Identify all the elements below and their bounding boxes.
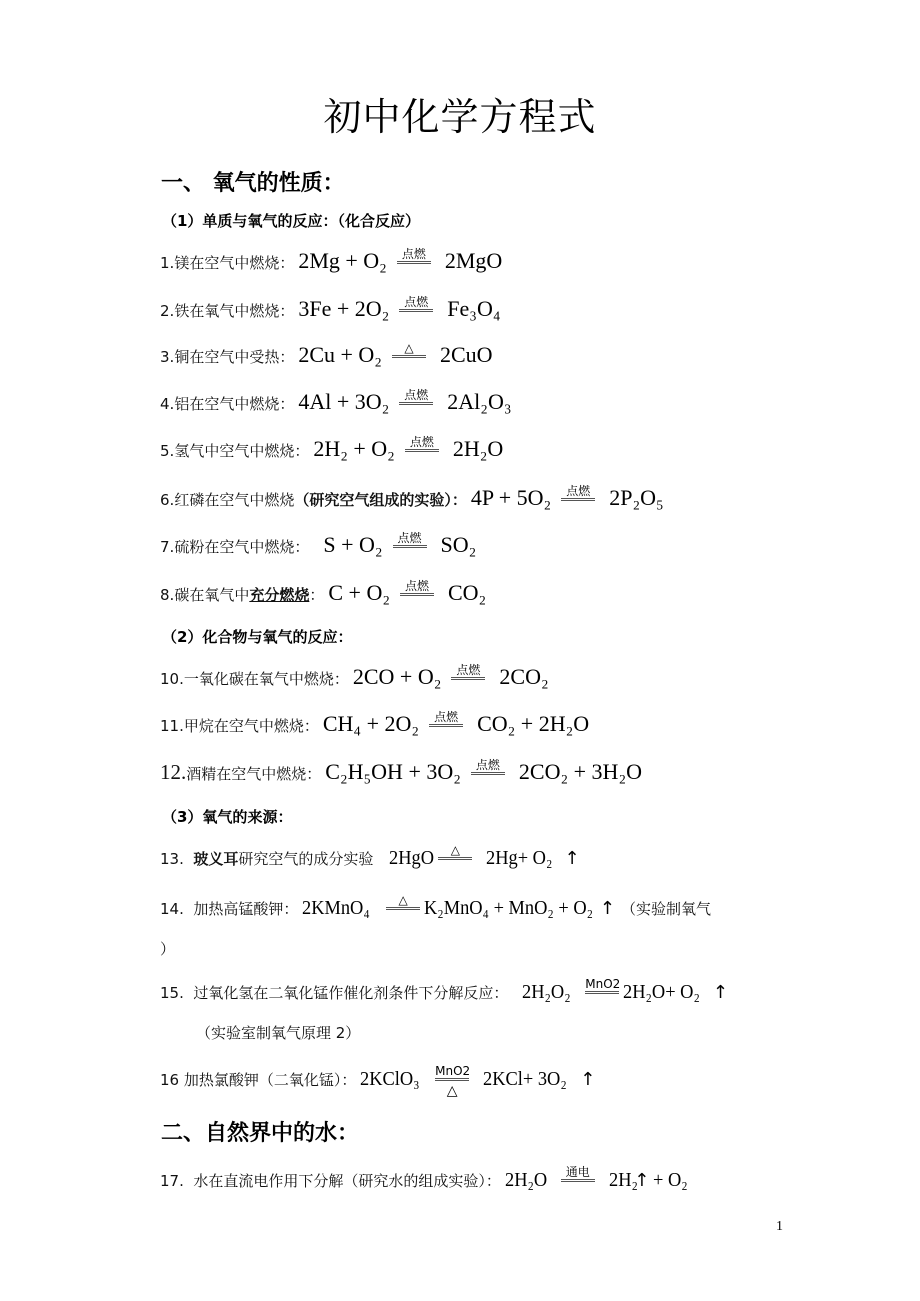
equation-line bbox=[160, 389, 512, 415]
equation-note: （研究空气组成的实验）： bbox=[294, 491, 467, 509]
condition-heat-icon: △ bbox=[392, 342, 426, 362]
reactants: 4Al + 3O₂ bbox=[298, 389, 390, 414]
equation-line bbox=[160, 296, 501, 322]
section-heading-oxygen: 一、 氧气的性质： bbox=[161, 171, 345, 196]
reactants: 2KMnO₄ bbox=[302, 897, 371, 919]
heat-icon: △ bbox=[446, 1084, 458, 1099]
gas-arrow-icon: ↑ bbox=[634, 1170, 650, 1191]
products: 2Hg+ O₂ bbox=[486, 847, 553, 869]
emphasis-text: 充分燃烧 bbox=[249, 586, 310, 604]
subheading-elements-with-oxygen: （1）单质与氧气的反应：（化合反应） bbox=[162, 212, 420, 230]
products: 2CuO bbox=[439, 342, 493, 367]
reactants: 2KClO₃ bbox=[360, 1068, 420, 1090]
gas-arrow-icon: ↑ bbox=[580, 1069, 596, 1090]
equation-line bbox=[160, 532, 476, 558]
subheading-oxygen-sources: （3）氧气的来源： bbox=[162, 808, 293, 826]
condition-catalyst: MnO2 bbox=[585, 978, 619, 998]
equation-label: 5.氢气中空气中燃烧： bbox=[160, 442, 310, 460]
equation-label: 12.酒精在空气中燃烧： bbox=[160, 760, 322, 784]
products: CO₂ bbox=[448, 580, 487, 605]
condition-ignite: 点燃 bbox=[400, 580, 434, 600]
products: Fe₃O₄ bbox=[447, 296, 501, 321]
gas-arrow-icon: ↑ bbox=[599, 898, 615, 919]
reactants: 2CO + O₂ bbox=[352, 664, 442, 689]
products: 2H₂ bbox=[608, 1169, 638, 1191]
reactants: 2Mg + O₂ bbox=[298, 248, 387, 273]
condition-heat-icon: △ bbox=[438, 844, 472, 864]
condition-ignite: 点燃 bbox=[393, 532, 427, 552]
equation-line bbox=[160, 342, 493, 368]
equation-line bbox=[160, 436, 503, 462]
reactants: 2H₂O bbox=[504, 1169, 548, 1191]
equation-line bbox=[160, 664, 549, 690]
equation-label: 11.甲烷在空气中燃烧： bbox=[160, 717, 319, 735]
condition-catalyst-heat: MnO2 △ bbox=[435, 1064, 471, 1099]
condition-ignite: 点燃 bbox=[399, 389, 433, 409]
equation-label: 16 加热氯酸钾（二氧化锰）： bbox=[160, 1071, 357, 1089]
subheading-compounds-with-oxygen: （2）化合物与氧气的反应： bbox=[162, 628, 353, 646]
condition-ignite: 点燃 bbox=[451, 664, 485, 684]
products: 2KCl+ 3O₂ bbox=[483, 1068, 567, 1090]
products: 2H₂O bbox=[452, 436, 504, 461]
equation-label: 13. 玻义耳研究空气的成分实验 bbox=[160, 850, 374, 868]
equation-line bbox=[160, 485, 664, 511]
equation-line bbox=[160, 248, 502, 274]
gas-arrow-icon: ↑ bbox=[564, 848, 580, 869]
equation-note-line: （实验室制氧气原理 2） bbox=[196, 1024, 361, 1042]
reactants: 2H₂O₂ bbox=[522, 981, 572, 1003]
equation-label: 14. 加热高锰酸钾： bbox=[160, 900, 299, 918]
emphasis-text: 玻义耳 bbox=[193, 850, 239, 868]
equation-line bbox=[160, 1064, 596, 1099]
page-title: 初中化学方程式 bbox=[323, 95, 597, 139]
equation-line bbox=[160, 894, 711, 920]
equation-label: 8.碳在氧气中充分燃烧： bbox=[160, 586, 325, 604]
reactants: C₂H₅OH + 3O₂ bbox=[325, 759, 461, 784]
equation-label: 15. 过氧化氢在二氧化锰作催化剂条件下分解反应： bbox=[160, 984, 509, 1002]
reactants: 2Cu + O₂ bbox=[298, 342, 382, 367]
products: 2Al₂O₃ bbox=[447, 389, 512, 414]
page-number: 1 bbox=[776, 1219, 783, 1234]
equation-label: 4.铝在空气中燃烧： bbox=[160, 395, 295, 413]
condition-electrolysis: 通电 bbox=[561, 1166, 595, 1186]
reactants: 4P + 5O₂ bbox=[470, 485, 552, 510]
equation-note: （实验制氧气 bbox=[620, 900, 711, 918]
reactants: C + O₂ bbox=[328, 580, 390, 605]
condition-ignite: 点燃 bbox=[399, 296, 433, 316]
equation-label: 17. 水在直流电作用下分解（研究水的组成实验）： bbox=[160, 1172, 501, 1190]
products: K₂MnO₄ + MnO₂ + O₂ bbox=[424, 897, 594, 919]
condition-heat-icon: △ bbox=[386, 894, 420, 914]
equation-line bbox=[160, 1166, 691, 1192]
products-2: + O₂ bbox=[653, 1169, 688, 1191]
products: 2MgO bbox=[444, 248, 503, 273]
condition-ignite: 点燃 bbox=[471, 759, 505, 779]
equation-line bbox=[160, 978, 728, 1004]
equation-note-continuation: ） bbox=[160, 940, 176, 958]
equation-line bbox=[160, 759, 642, 785]
products: 2CO₂ + 3H₂O bbox=[518, 759, 643, 784]
condition-ignite: 点燃 bbox=[405, 436, 439, 456]
equation-label: 2.铁在氧气中燃烧： bbox=[160, 302, 295, 320]
products: 2P₂O₅ bbox=[609, 485, 664, 510]
equation-line bbox=[160, 844, 580, 870]
section-heading-water: 二、自然界中的水： bbox=[161, 1121, 360, 1146]
reactants: CH₄ + 2O₂ bbox=[322, 711, 420, 736]
reactants: S + O₂ bbox=[323, 532, 383, 557]
equation-label: 7.硫粉在空气中燃烧： bbox=[160, 538, 310, 556]
condition-ignite: 点燃 bbox=[429, 711, 463, 731]
products: CO₂ + 2H₂O bbox=[477, 711, 590, 736]
products: SO₂ bbox=[440, 532, 477, 557]
products: 2H₂O+ O₂ bbox=[623, 981, 701, 1003]
products: 2CO₂ bbox=[499, 664, 549, 689]
reactants: 2H₂ + O₂ bbox=[313, 436, 395, 461]
condition-ignite: 点燃 bbox=[561, 485, 595, 505]
reactants: 3Fe + 2O₂ bbox=[298, 296, 390, 321]
gas-arrow-icon: ↑ bbox=[712, 982, 728, 1003]
reactants: 2HgO bbox=[389, 847, 435, 869]
equation-line bbox=[160, 580, 486, 606]
equation-label: 10.一氧化碳在氧气中燃烧： bbox=[160, 670, 349, 688]
condition-ignite: 点燃 bbox=[397, 248, 431, 268]
equation-label: 6.红磷在空气中燃烧（研究空气组成的实验）： bbox=[160, 491, 467, 509]
equation-label: 3.铜在空气中受热： bbox=[160, 348, 295, 366]
equation-line bbox=[160, 711, 589, 737]
equation-label: 1.镁在空气中燃烧： bbox=[160, 254, 295, 272]
